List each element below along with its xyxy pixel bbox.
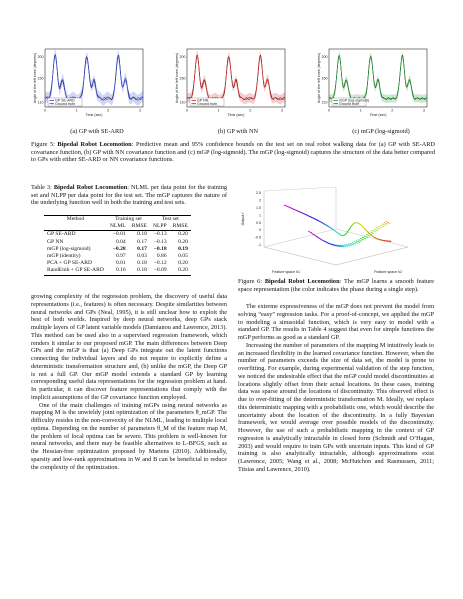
feature-trajectory-segment — [348, 231, 349, 232]
feature-trajectory-segment — [321, 222, 322, 223]
table-cell: 0.20 — [178, 260, 188, 267]
y-axis-label: Angle of the left knee (degrees) — [175, 52, 179, 104]
feature-trajectory-segment — [366, 234, 370, 236]
x-tick-label: 2 — [107, 108, 110, 113]
feature-trajectory-segment — [325, 224, 326, 225]
z-tick-label: 0.5 — [256, 220, 261, 225]
feature-trajectory-segment — [290, 207, 292, 208]
table-subhead: NLML — [109, 223, 126, 230]
feature-trajectory-segment — [354, 241, 358, 243]
feature-trajectory-segment — [362, 226, 363, 227]
feature-trajectory-segment — [284, 205, 286, 206]
table-cell: −0.13 — [150, 231, 170, 239]
feature-trajectory-segment — [292, 208, 294, 209]
feature-trajectory-segment — [376, 227, 380, 229]
y-tick-label: 150 — [321, 76, 328, 81]
feature-trajectory-segment — [326, 225, 327, 226]
confidence-band — [329, 52, 427, 103]
feature-trajectory-segment — [309, 216, 311, 217]
feature-trajectory-segment — [327, 225, 328, 226]
table-row — [44, 231, 191, 239]
feature-trajectory-segment — [380, 225, 384, 227]
feature-trajectory-segment — [293, 209, 295, 210]
feature-trajectory-segment — [362, 237, 366, 239]
feature-trajectory-segment — [333, 230, 334, 231]
confidence-band — [45, 49, 143, 105]
legend-entry: GP SE-ARD — [55, 98, 75, 103]
x-tick-label: 1 — [217, 108, 220, 113]
table3-caption — [31, 184, 227, 207]
table-cell: 0.04 — [115, 238, 126, 245]
feature-trajectory-segment — [374, 229, 378, 231]
table-cell: −0.12 — [153, 260, 167, 267]
y-axis-label: Angle of the left knee (degrees) — [33, 52, 37, 104]
feature-trajectory-segment — [360, 224, 361, 225]
feature-trajectory-segment — [354, 223, 355, 224]
table-cell: −0.28 — [112, 245, 126, 252]
z-tick-label: 1.5 — [256, 206, 261, 210]
subcaption-a: (a) GP with SE-ARD — [70, 128, 124, 135]
feature-trajectory-segment — [314, 218, 316, 219]
feature-trajectory-segment — [353, 223, 354, 224]
plot-c-svg — [316, 45, 434, 123]
feature-trajectory-segment — [356, 241, 360, 243]
table-cell: 0.20 — [178, 238, 188, 245]
table-cell: 0.18 — [129, 267, 150, 275]
x-tick-label: 2 — [249, 108, 252, 113]
feature-trajectory-segment — [335, 231, 336, 232]
feature-trajectory-segment — [382, 224, 386, 226]
figure6-caption-lead: Figure 6: — [238, 278, 265, 285]
table3-caption-title: Bipedal Robot Locomotion — [53, 184, 128, 191]
feature-trajectory-segment — [346, 234, 347, 235]
confidence-band — [187, 51, 285, 105]
table-cell: 0.17 — [137, 245, 147, 252]
feature-trajectory-segment — [378, 226, 382, 228]
table-cell: −0.18 — [153, 245, 167, 252]
table-cell: 0.19 — [178, 245, 188, 252]
table-cell-method: RandEmb + GP SE-ARD — [44, 267, 107, 275]
feature-trajectory-segment — [358, 239, 362, 241]
feature-trajectory-segment — [377, 239, 379, 240]
legend-entry: mGP (log-sigmoid) — [339, 98, 369, 103]
table-row — [44, 267, 191, 275]
table-cell: 0.05 — [178, 253, 188, 260]
x-axis-label: Time (sec) — [227, 113, 245, 117]
table-cell: −0.01 — [107, 231, 129, 239]
figure6-caption-text: : The mGP learns a smooth feature space representation (the color indicates the phase during a single step). — [238, 278, 434, 293]
feature-trajectory-segment — [350, 227, 351, 228]
y-tick-label: 200 — [321, 55, 328, 60]
figure5-caption-title: Bipedal Robot Locomotion — [57, 141, 132, 148]
feature-trajectory-segment — [322, 223, 323, 224]
table-cell: 0.18 — [129, 231, 150, 239]
feature-trajectory-segment — [348, 230, 349, 231]
feature-trajectory-segment — [312, 218, 314, 219]
feature-trajectory-segment — [320, 221, 321, 222]
table-subhead: RMSE — [131, 223, 147, 230]
feature-trajectory-segment — [352, 242, 356, 244]
feature-trajectory-segment — [366, 230, 367, 232]
legend-entry: Ground truth — [339, 101, 360, 106]
x-tick-label: 0 — [328, 108, 330, 113]
subcaption-c: (c) mGP (log-sigmoid) — [352, 128, 410, 135]
table3-caption-text: : NLML per data point for the training set and NLPP per data point for the test set. The mGP captures the nature of the underlying function well in both the training and test sets. — [31, 184, 227, 207]
axis-box-line — [264, 187, 336, 191]
y-tick-label: 150 — [179, 76, 186, 81]
legend-entry: Ground truth — [197, 101, 218, 106]
paragraph: One of the main challenges of training mGPs using neural networks as mapping M is the unwieldy joint optimization of the parameters θ_mGP. The difficulty resides in the non-convexity of the NLML, leading to multiple local optima. Depending on the number of parameters θ_M of the feature map M, the problem of local optima can be severe. This problem is well-known for neural networks, and there may be feasible alternatives to L-BFGS, such as the Hessian-free optimization proposed by Martens (2010). Additionally, sparsity and low-rank approximations in W and B can be beneficial to reduce the complexity of the optimization. — [31, 401, 227, 471]
feature-trajectory-segment — [297, 211, 299, 212]
feature-trajectory-segment — [363, 227, 364, 228]
y-tick-label: 110 — [37, 100, 44, 105]
feature-trajectory-segment — [306, 215, 308, 216]
feature-trajectory-segment — [336, 231, 337, 232]
table-cell-method: mGP (log-sigmoid) — [47, 245, 91, 252]
feature-trajectory-segment — [317, 220, 318, 221]
table-row — [44, 253, 191, 260]
feature-trajectory-segment — [351, 226, 352, 227]
table-row — [44, 260, 191, 267]
x-tick-label: 1 — [75, 108, 78, 113]
y-tick-label: 110 — [321, 100, 328, 105]
figure5-panel-c — [316, 45, 434, 123]
table-cell: 0.20 — [170, 267, 191, 275]
feature-trajectory-segment — [375, 238, 377, 239]
feature-trajectory-segment — [286, 206, 288, 207]
z-tick-label: 2 — [259, 198, 261, 203]
z-tick-label: 1 — [259, 213, 261, 218]
x-tick-label: 3 — [138, 108, 141, 113]
z-axis-label: Output f — [241, 212, 245, 226]
table-subhead: RMSE — [172, 223, 188, 230]
figure6-svg — [238, 185, 434, 275]
figure5-caption-lead: Figure 5: — [31, 141, 58, 148]
x-axis-label: Time (sec) — [85, 113, 103, 117]
feature-trajectory-segment — [357, 223, 358, 224]
plot-a-svg — [32, 45, 150, 123]
y-tick-label: 150 — [37, 76, 44, 81]
table-cell: 0.18 — [137, 260, 147, 267]
feature-trajectory-segment — [346, 233, 347, 234]
table-cell: 0.20 — [170, 231, 191, 239]
feature-trajectory-segment — [345, 234, 346, 235]
feature-trajectory-segment — [379, 239, 381, 240]
feature-trajectory-segment — [323, 223, 324, 224]
paragraph: Increasing the number of parameters of the mapping M intuitively leads to an increased flexibility in the learned covariance function. However, when the number of parameters exceeds the size of data set, the model is prone to overfitting. For example, during experimental validation of the step function, we noticed the undesirable effect that the mGP could model discontinuities at locations slightly offset from their actual locations. In these cases, training data was sparse around the locations of discontinuity. This observed effect is due to over-fitting of the deterministic transformation M. Ideally, we replace this deterministic mapping with a probabilistic one, which would describe the uncertainty about the location of the discontinuity. In a fully Bayesian framework, we would average over possible models of the discontinuity. However, the use of such a probabilistic mapping in the context of GP regression is analytically intractable in closed form (Schmidt and O’Hagan, 2003) and would require to train GPs with uncertain inputs. This kind of GP training is also analytically intractable, although approximations exist (Lawrence, 2005; Wang et al., 2008; McHutchon and Rasmussen, 2011; Titsias and Lawrence, 2010). — [238, 341, 434, 473]
left-column-text — [31, 293, 227, 471]
right-column-text — [238, 303, 434, 474]
feature-trajectory-segment — [352, 224, 353, 225]
figure5-panel-a — [32, 45, 150, 123]
table-cell: 0.17 — [137, 238, 147, 245]
table-head-test: Test set — [150, 216, 191, 224]
table-head-train: Training set — [107, 216, 150, 224]
table-cell: −0.13 — [153, 238, 167, 245]
feature-trajectory-segment — [336, 232, 337, 233]
feature-trajectory-segment — [318, 221, 319, 222]
table-subhead: NLPP — [152, 223, 167, 230]
y-axis-label: Feature space h2 — [374, 270, 402, 274]
table3 — [44, 215, 191, 276]
y-tick-label: 200 — [179, 55, 186, 60]
feature-trajectory-segment — [304, 214, 306, 215]
z-tick-label: -1 — [257, 243, 261, 247]
feature-trajectory-segment — [329, 227, 330, 228]
feature-trajectory-segment — [299, 212, 301, 213]
feature-trajectory-segment — [332, 229, 333, 230]
subcaption-b: (b) GP with NN — [217, 128, 259, 135]
table-row — [44, 239, 191, 246]
feature-trajectory-segment — [332, 229, 333, 230]
table-cell-method: GP NN — [47, 238, 64, 245]
y-tick-label: 200 — [37, 55, 44, 60]
paragraph: growing complexity of the regression problem, the discovery of useful data representations (i.e., features) is often necessary. Despite similarities between neural networks and GPs (Neal, 1995), it is still unclear how to exploit the best of both worlds. Inspired by deep neural networks, deep GPs stack multiple layers of GP latent variable models (Damianou and Lawrence, 2013). This method can be used also in a supervised regression framework, which renders it similar to our proposed mGP. The main differences between Deep GPs and the mGP is that (a) Deep GPs integrate out the latent functions connecting the individual layers and do not require to explicitly define a deterministic transformation structure and, (b) unlike the mGP, the Deep GP is not a full GP. Our mGP model extends a standard GP by learning corresponding useful data representations for the regression problem at hand. In particular, it can discover feature representations that comply with the implicit assumptions of the GP covariance function employed. — [31, 293, 227, 401]
table-cell: −0.09 — [150, 267, 170, 275]
y-axis-label: Angle of the left knee (degrees) — [317, 52, 321, 104]
x-tick-label: 3 — [280, 108, 283, 113]
x-axis-label: Time (sec) — [369, 113, 387, 117]
figure6-3d-plot — [238, 185, 434, 275]
feature-trajectory-segment — [347, 232, 348, 233]
z-tick-label: 0 — [259, 228, 261, 233]
z-tick-label: 2.5 — [256, 191, 261, 196]
legend-entry: Ground truth — [55, 101, 76, 106]
table-head-method: Method — [44, 216, 107, 224]
feature-trajectory-segment — [360, 238, 364, 240]
feature-trajectory-segment — [308, 215, 310, 216]
figure5-caption-text: : Predictive mean and 95% confidence bounds on the test set on real robot walking data for (a) GP with SE-ARD covariance function, (b) GP with NN covariance function and (c) mGP (log-sigmoid). The mGP (log-sigmoid) captures the structure of the data better compared to GPs with either SE-ARD or NN covariance functions. — [31, 141, 435, 164]
feature-trajectory-segment — [370, 232, 374, 234]
feature-trajectory-segment — [315, 219, 317, 220]
figure5-panel-b — [174, 45, 292, 123]
table-cell-method: GP SE-ARD — [44, 231, 107, 239]
feature-trajectory-segment — [338, 233, 339, 234]
y-tick-label: 110 — [179, 100, 186, 105]
table-cell: 0.03 — [137, 253, 147, 260]
legend-entry: GP NN — [197, 98, 209, 103]
feature-trajectory-segment — [334, 230, 335, 231]
feature-trajectory-segment — [331, 228, 332, 229]
feature-trajectory-segment — [302, 213, 304, 214]
feature-trajectory-segment — [384, 222, 388, 224]
figure6-caption — [238, 278, 434, 293]
table-cell: 0.97 — [115, 253, 126, 260]
x-tick-label: 0 — [186, 108, 188, 113]
feature-trajectory-segment — [349, 228, 350, 229]
feature-trajectory-segment — [328, 226, 329, 227]
feature-trajectory-segment — [295, 210, 297, 211]
x-tick-label: 0 — [44, 108, 46, 113]
feature-trajectory-segment — [330, 227, 331, 228]
feature-trajectory-segment — [361, 225, 362, 226]
table-row — [44, 246, 191, 253]
table3-caption-lead: Table 3: — [31, 184, 54, 191]
feature-trajectory-segment — [365, 229, 366, 230]
figure5-caption — [31, 141, 435, 164]
feature-trajectory-segment — [372, 230, 376, 232]
z-tick-label: -0.5 — [254, 235, 261, 240]
table-cell: 0.16 — [107, 267, 129, 275]
table-cell: 0.86 — [156, 253, 167, 260]
x-axis-label: Feature space h1 — [272, 270, 300, 274]
feature-trajectory-segment — [288, 207, 290, 208]
feature-trajectory-segment — [351, 225, 352, 226]
feature-trajectory-segment — [386, 221, 390, 223]
feature-trajectory-segment — [358, 223, 359, 224]
table-cell: 0.01 — [115, 260, 126, 267]
x-tick-label: 2 — [391, 108, 394, 113]
feature-trajectory-segment — [374, 237, 376, 238]
table-cell-method: mGP (identity) — [47, 253, 81, 260]
plot-b-svg — [174, 45, 292, 123]
paragraph: The extreme expressiveness of the mGP does not prevent the model from solving “easy” regression tasks. For a proof-of-concept, we applied the mGP to modeling a sinusoidal function, which is very easy to model with a standard GP. The results in Table 4 suggest that even for simple functions the mGP performs as good as a standard GP. — [238, 303, 434, 341]
x-tick-label: 3 — [422, 108, 425, 113]
feature-trajectory-segment — [301, 212, 303, 213]
feature-trajectory-segment — [372, 236, 374, 237]
table-cell-method: PCA + GP SE-ARD — [47, 260, 93, 267]
figure6-caption-title: Bipedal Robot Locomotion — [264, 278, 340, 285]
x-tick-label: 1 — [359, 108, 362, 113]
feature-trajectory-segment — [311, 217, 313, 218]
